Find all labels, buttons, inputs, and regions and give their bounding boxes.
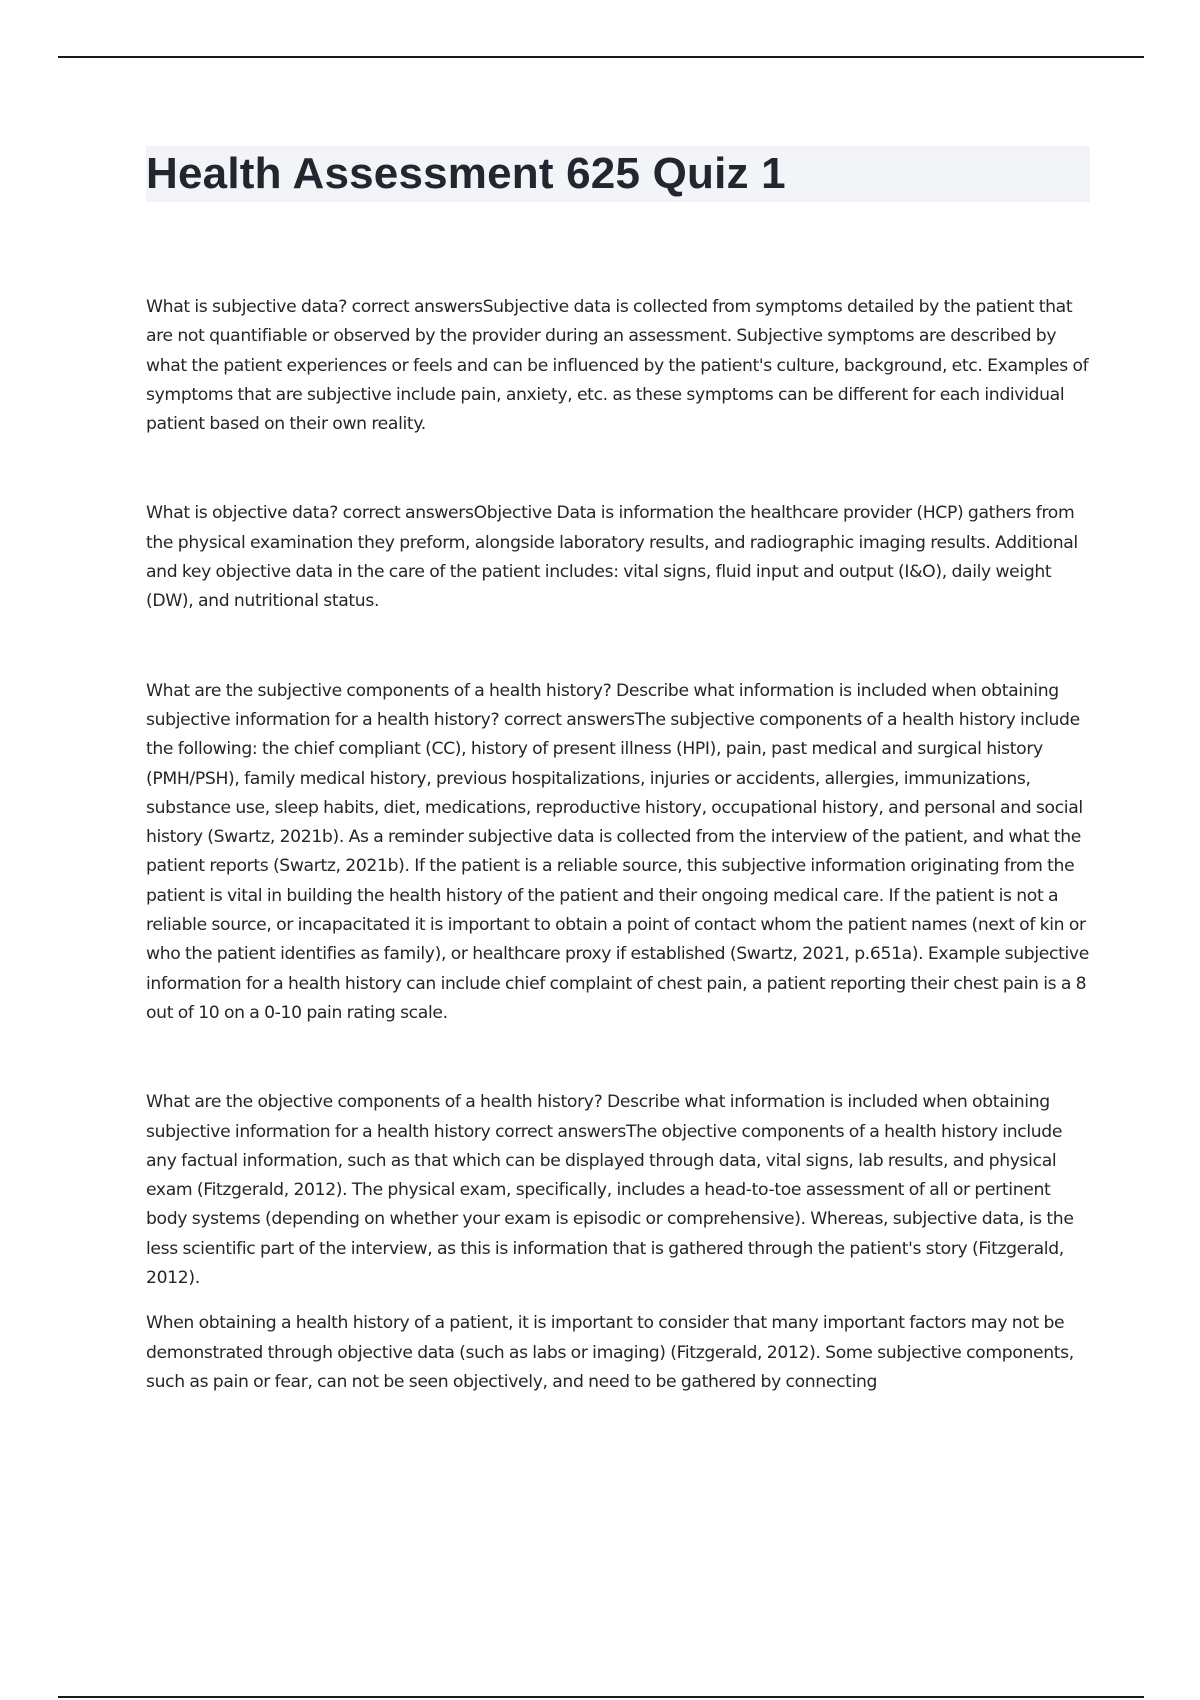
top-divider [58, 56, 1144, 58]
paragraph-subjective-components: What are the subjective components of a health history? Describe what information is included when obtaining subjective information for a health history? correct answersThe subjective components of a health history include the following: the chief compliant (CC), history of present illness (HPI), pain, past medical and surgical history (PMH/PSH), family medical history, previous hospitalizations, injuries or accidents, allergies, immunizations, substance use, sleep habits, diet, medications, reproductive history, occupational history, and personal and social history (Swartz, 2021b). As a reminder subjective data is collected from the interview of the patient, and what the patient reports (Swartz, 2021b). If the patient is a reliable source, this subjective information originating from the patient is vital in building the health history of the patient and their ongoing medical care. If the patient is not a reliable source, or incapacitated it is important to obtain a point of contact whom the patient names (next of kin or who the patient identifies as family), or healthcare proxy if established (Swartz, 2021, p.651a). Example subjective information for a health history can include chief complaint of chest pain, a patient reporting their chest pain is a 8 out of 10 on a 0-10 pain rating scale. [146, 680, 1089, 1023]
paragraph-subjective-data: What is subjective data? correct answersSubjective data is collected from symptoms detailed by the patient that are not quantifiable or observed by the provider during an assessment. Subjective symptoms are described by what the patient experiences or feels and can be influenced by the patient's culture, background, etc. Examples of symptoms that are subjective include pain, anxiety, etc. as these symptoms can be different for each individual patient based on their own reality. [146, 297, 1089, 435]
bottom-divider [58, 1696, 1144, 1698]
document-body [146, 293, 1090, 1397]
paragraph-objective-components: What are the objective components of a health history? Describe what information is included when obtaining subjective information for a health history correct answersThe objective components of a health history include any factual information, such as that which can be displayed through data, vital signs, lab results, and physical exam (Fitzgerald, 2012). The physical exam, specifically, includes a head-to-toe assessment of all or pertinent body systems (depending on whether your exam is episodic or comprehensive). Whereas, subjective data, is the less scientific part of the interview, as this is information that is gathered through the patient's story (Fitzgerald, 2012). [146, 1092, 1074, 1289]
paragraph-health-history-considerations: When obtaining a health history of a patient, it is important to consider that many important factors may not be demonstrated through objective data (such as labs or imaging) (Fitzgerald, 2012). Some subjective components, such as pain or fear, can not be seen objectively, and need to be gathered by connecting [146, 1313, 1074, 1392]
paragraph-objective-data: What is objective data? correct answersObjective Data is information the healthcare provider (HCP) gathers from the physical examination they preform, alongside laboratory results, and radiographic imaging results. Additional and key objective data in the care of the patient includes: vital signs, fluid input and output (I&O), daily weight (DW), and nutritional status. [146, 503, 1078, 612]
page-title: Health Assessment 625 Quiz 1 [146, 149, 786, 198]
